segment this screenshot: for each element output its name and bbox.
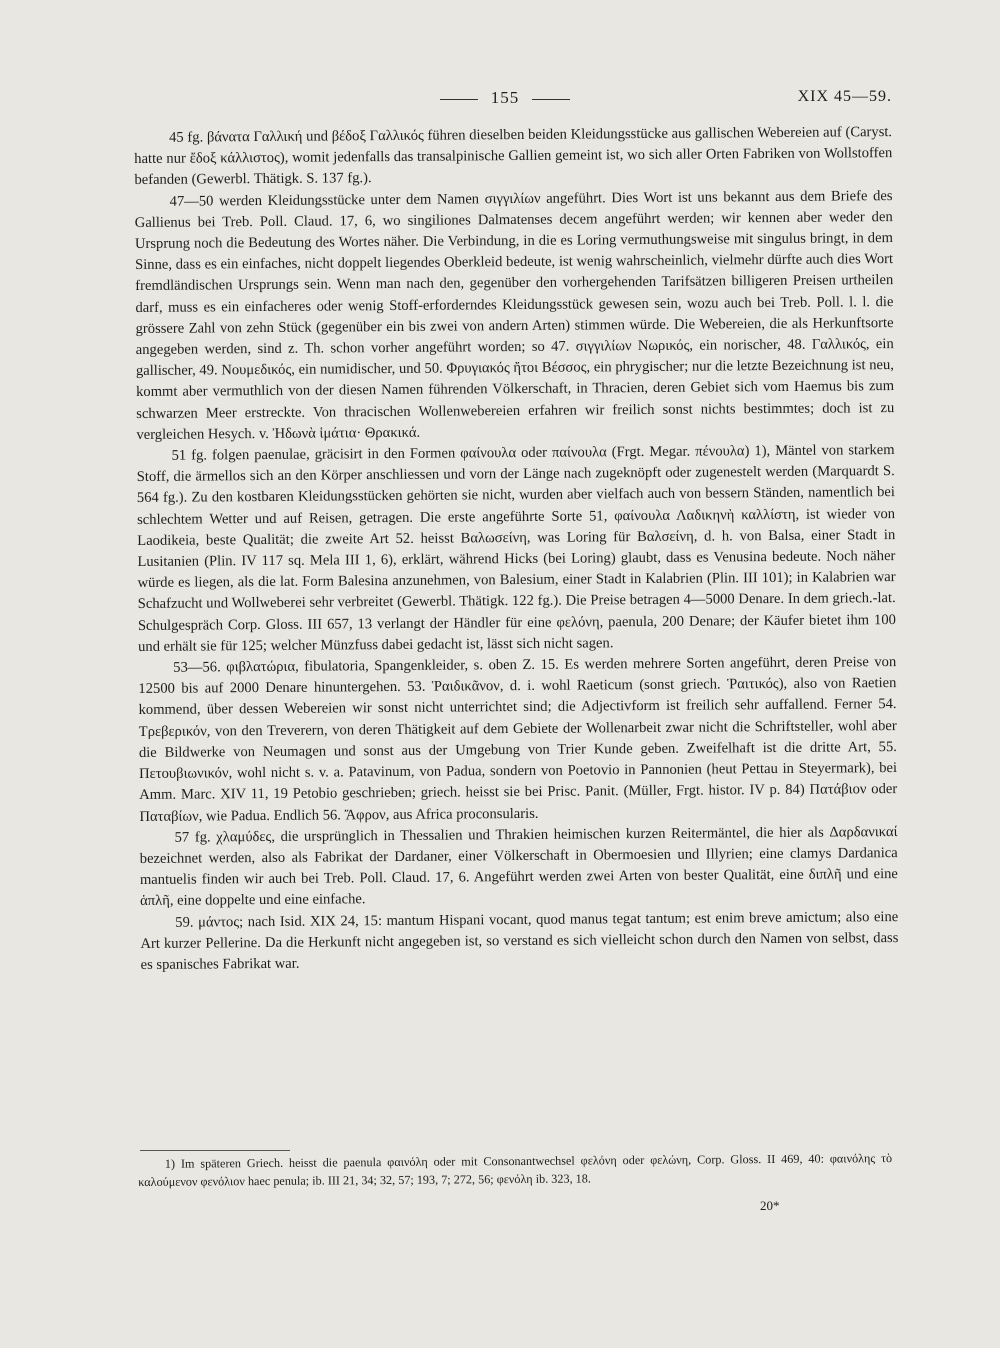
footnote (138, 1149, 892, 1191)
page-number: 155 (440, 88, 570, 108)
footnote-text: 1) Im späteren Griech. heisst die paenula φαινόλη oder mit Consonantwechsel φελόνη oder φελώνη, Corp. Gloss. II 469, 40: φαινόλης τὸ καλούμενον φενόλιον haec penula; ib. III 21, 34; 32, 57; 193, 7; 272, 56; φενόλη ib. 323, 18. (138, 1151, 893, 1189)
paragraph-45: 45 fg. βάνατα Γαλλική und βέδοξ Γαλλικός führen dieselben beiden Kleidungsstücke aus gallischen Webereien auf (Caryst. hatte nur ἔδοξ κάλλιστος), womit jedenfalls das transalpinische Gallien gemeint ist, wo sich aller Orten Fabriken von Wollstoffen befanden (Gewerbl. Thätigk. S. 137 fg.). (134, 124, 893, 189)
paragraph-47: 47—50 werden Kleidungsstücke unter dem Namen σιγγιλίων angeführt. Dies Wort ist uns bekannt aus dem Briefe des Gallienus bei Treb. Poll. Claud. 17, 6, wo singiliones Dalmatenses decem angeführt werden; wir kennen aber weder den Ursprung noch die Bedeutung des Wortes näher. Die Verbindung, in die es Loring vermuthungsweise mit singulus bringt, in dem Sinne, dass es ein einfaches, nicht doppelt liegendes Oberkleid bedeute, ist wenig wahrscheinlich, vielmehr dürfte auch dies Wort fremdländischen Ursprungs sein. Wenn man nach den, gegenüber den vorhergehenden Tarifsätzen billigeren Preisen urtheilen darf, muss es ein einfacheres oder wenig Stoff-erforderndes Kleidungsstück gewesen sein, wozu auch bei Treb. Poll. l. l. die grössere Zahl von zehn Stück (gegenüber ein bis zwei von andern Arten) stimmen würde. Die Webereien, die als Herkunftsorte angegeben werden, sind z. Th. schon vorher angeführt worden; so 47. σιγγιλίων Νωρικός, ein norischer, 48. Γαλλικός, ein gallischer, 49. Νουμεδικός, ein numidischer, und 50. Φρυγιακός ἤτοι Βέσσος, ein phrygischer; nur die letzte Bezeichnung ist neu, kommt aber vermuthlich von der diesen Namen führenden Völkerschaft, in Thracien, deren Gebiet sich vom Haemus bis zum schwarzen Meer erstreckte. Von thracischen Wollenwebereien erfahren wir freilich sonst nichts bestimmtes; doch ist zu vergleichen Hesych. v. Ἠδωνὰ ἱμάτια· Θρακικά. (134, 187, 895, 443)
paragraph-51: 51 fg. folgen paenulae, gräcisirt in den Formen φαίνουλα oder παίνουλα (Frgt. Megar. πένουλα) 1), Mäntel von starkem Stoff, die ärmellos sich an den Körper anschliessen und vorn der Länge nach zugeknöpft oder zugenestelt werden (Marquardt S. 564 fg.). Zu den kostbaren Kleidungsstücken gehörten sie nicht, wurden aber vielfach auch von bessern Ständen, namentlich bei schlechtem Wetter und auf Reisen, getragen. Die erste angeführte Sorte 51, φαίνουλα Λαδικηνὴ καλλίστη, ist wieder von Laodikeia, beste Qualität; die zweite Art 52. heisst Βαλωσείνη, was Loring für Βαλσείνη, d. h. von Balsa, einer Stadt in Lusitanien (Plin. IV 117 sq. Mela III 1, 6), erklärt, während Hicks (bei Loring) glaubt, dass es Venusina bedeute. Noch näher würde es liegen, als die lat. Form Balesina anzunehmen, von Balesium, einer Stadt in Kalabrien (Plin. III 101); in Kalabrien war Schafzucht und Wollweberei sehr verbreitet (Gewerbl. Thätigk. 122 fg.). Die Preise betragen 4—5000 Denare. In dem griech.-lat. Schulgespräch Corp. Gloss. III 657, 13 verlangt der Händler für eine φελόνη, paenula, 200 Denare; der Käufer bietet ihm 100 und erhält sie für 125; welcher Münzfuss dabei gedacht ist, lässt sich nicht sagen. (136, 442, 896, 655)
paragraph-57: 57 fg. χλαμύδες, die ursprünglich in Thessalien und Thrakien heimischen kurzen Reitermäntel, die hier als Δαρδανικαί bezeichnet werden, also als Fabrikat der Dardaner, einer Völkerschaft in Obermoesien und Illyrien; eine clamys Dardanica mantuelis finden wir auch bei Treb. Poll. Claud. 17, 6. Angeführt werden zwei Arten von bester Qualität, eine διπλῆ und eine ἁπλῆ, eine doppelte und eine einfache. (139, 823, 898, 910)
paragraph-53: 53—56. φιβλατώρια, fibulatoria, Spangenkleider, s. oben Z. 15. Es werden mehrere Sorten angeführt, deren Preise von 12500 bis auf 2000 Denare hinuntergehen. 53. Ῥαιδικᾶνον, d. i. wohl Raeticum (sonst griech. Ῥαιτικός), also von Raetien kommend, über dessen Webereien wir sonst nicht unterrichtet sind; die Adjectivform ist freilich sehr auffallend. Ferner 54. Τρεβερικόν, von den Treverern, von deren Thätigkeit auf dem Gebiete der Wollenarbeit zwar nicht die Schriftsteller, wohl aber die Bildwerke von Neumagen und sonst aus der Umgebung von Trier Kunde geben. Zweifelhaft ist die dritte Art, 55. Πετουβιωνικόν, wohl nicht s. v. a. Patavinum, von Padua, sondern von Poetovio in Pannonien (heut Pettau in Steyermark), bei Amm. Marc. XIV 11, 19 Petobio geschrieben; griech. heisst sie bei Prisc. Panit. (Müller, Frgt. histor. IV p. 84) Πατάβιον oder Παταβίων, wie Padua. Endlich 56. Ἄφρον, aus Africa proconsularis. (138, 654, 898, 825)
running-head: XIX 45—59. (797, 88, 892, 105)
main-text (134, 122, 899, 976)
footnote-rule (140, 1150, 290, 1151)
signature-mark: 20* (760, 1198, 780, 1213)
paragraph-59: 59. μάντος; nach Isid. XIX 24, 15: mantum Hispani vocant, quod manus tegat tantum; est enim breve amictum; also eine Art kurzer Pellerine. Da die Herkunft nicht angegeben ist, so verstand es sich vielleicht schon durch den Namen von selbst, dass es spanisches Fabrikat war. (140, 908, 899, 973)
page-header (0, 88, 1000, 112)
